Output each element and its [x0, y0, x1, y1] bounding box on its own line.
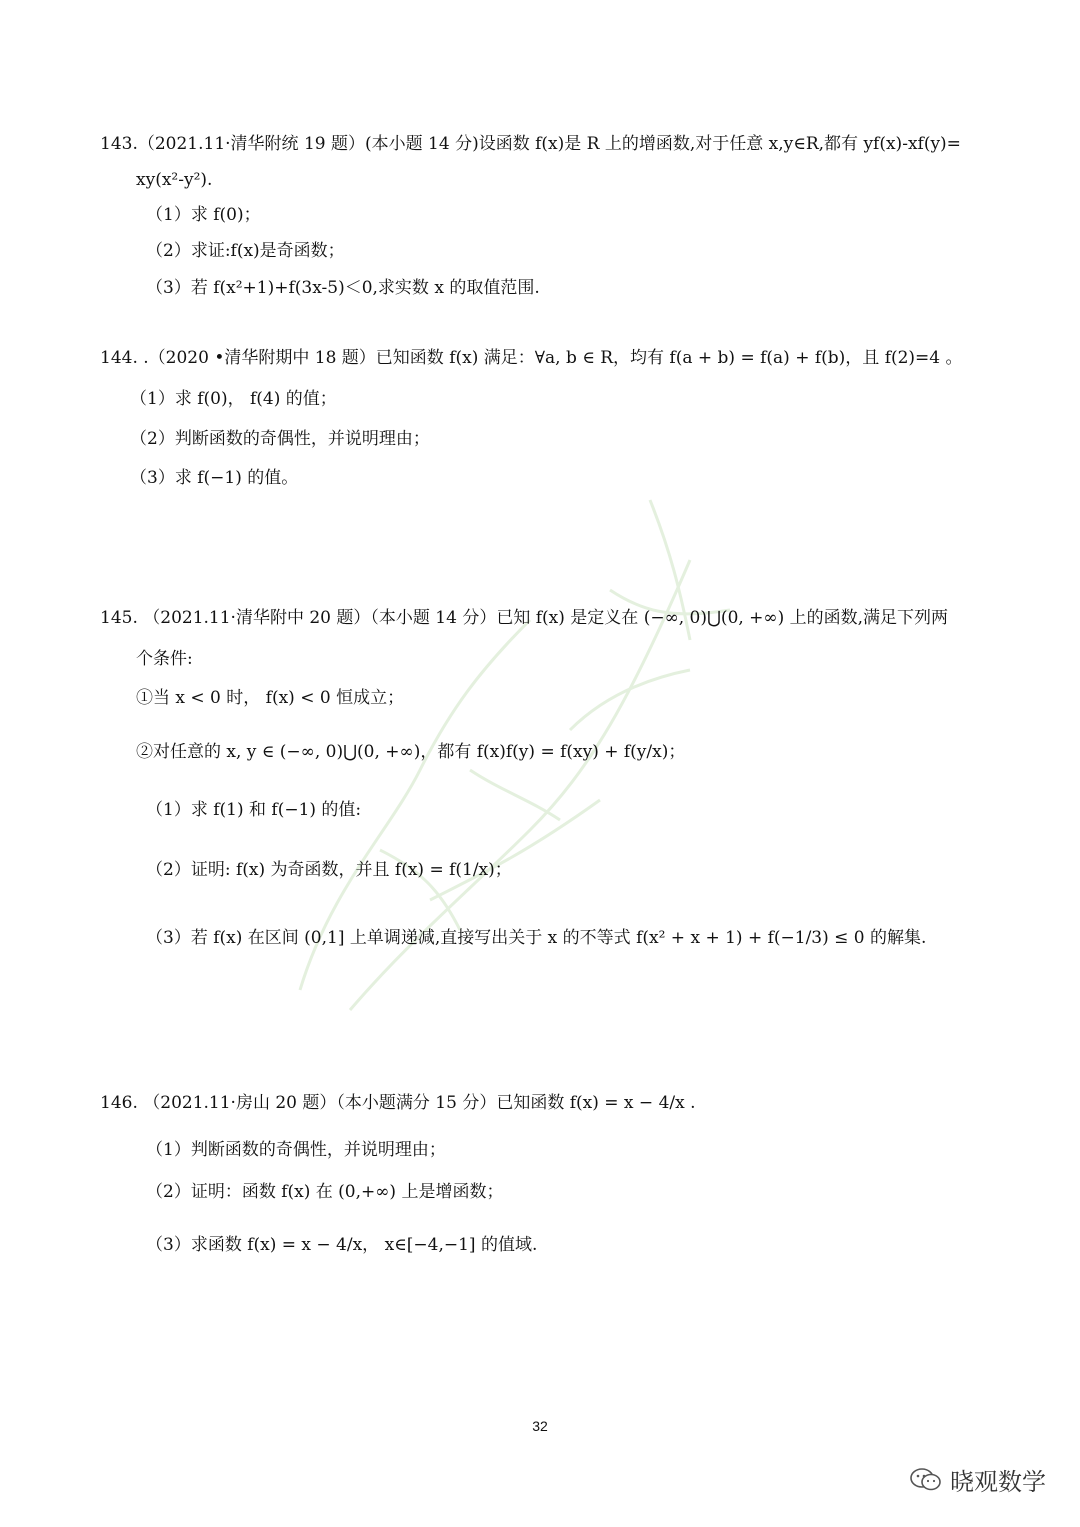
- page-number: 32: [532, 1418, 548, 1434]
- brand-footer: [910, 1462, 1046, 1497]
- q144-part1: （1）求 f(0)， f(4) 的值；: [130, 389, 337, 409]
- q143-stem-line1: 143.（2021.11·清华附统 19 题）(本小题 14 分)设函数 f(x)是 R 上的增函数,对于任意 x,y∈R,都有 yf(x)-xf(y)=: [100, 134, 961, 154]
- q145-part3: （3）若 f(x) 在区间 (0,1] 上单调递减,直接写出关于 x 的不等式 f(x² + x + 1) + f(−1/3) ≤ 0 的解集.: [146, 928, 927, 948]
- q145-condition1: ①当 x < 0 时， f(x) < 0 恒成立；: [136, 688, 405, 708]
- wechat-bubble-icon: [910, 1467, 942, 1493]
- q145-stem-line2: 个条件:: [136, 649, 193, 669]
- q145-stem-line1: 145. （2021.11·清华附中 20 题）（本小题 14 分）已知 f(x) 是定义在 (−∞, 0)⋃(0, +∞) 上的函数,满足下列两: [100, 608, 949, 628]
- q143-part1: （1）求 f(0)；: [146, 205, 261, 225]
- q143-part3: （3）若 f(x²+1)+f(3x-5)＜0,求实数 x 的取值范围.: [146, 278, 540, 298]
- q145-part1: （1）求 f(1) 和 f(−1) 的值:: [146, 800, 362, 820]
- q145-part2: （2）证明: f(x) 为奇函数，并且 f(x) = f(1/x)；: [146, 860, 512, 880]
- q143-stem-line2: xy(x²-y²).: [136, 170, 213, 190]
- q146-part1: （1）判断函数的奇偶性，并说明理由；: [146, 1140, 446, 1160]
- q144-part2: （2）判断函数的奇偶性，并说明理由；: [130, 429, 430, 449]
- q146-part3: （3）求函数 f(x) = x − 4/x， x∈[−4,−1] 的值域.: [146, 1235, 538, 1255]
- brand-name: 晓观数学: [950, 1468, 1046, 1496]
- q145-condition2: ②对任意的 x, y ∈ (−∞, 0)⋃(0, +∞)，都有 f(x)f(y) = f(xy) + f(y/x)；: [136, 742, 686, 762]
- q144-stem: 144. .（2020 •清华附期中 18 题）已知函数 f(x) 满足：∀a, b ∈ R，均有 f(a + b) = f(a) + f(b)，且 f(2)=4 。: [100, 348, 963, 368]
- q143-part2: （2）求证:f(x)是奇函数；: [146, 241, 345, 261]
- q144-part3: （3）求 f(−1) 的值。: [130, 468, 299, 488]
- q146-stem: 146. （2021.11·房山 20 题）（本小题满分 15 分）已知函数 f(x) = x − 4/x .: [100, 1093, 696, 1113]
- q146-part2: （2）证明：函数 f(x) 在 (0,+∞) 上是增函数；: [146, 1182, 504, 1202]
